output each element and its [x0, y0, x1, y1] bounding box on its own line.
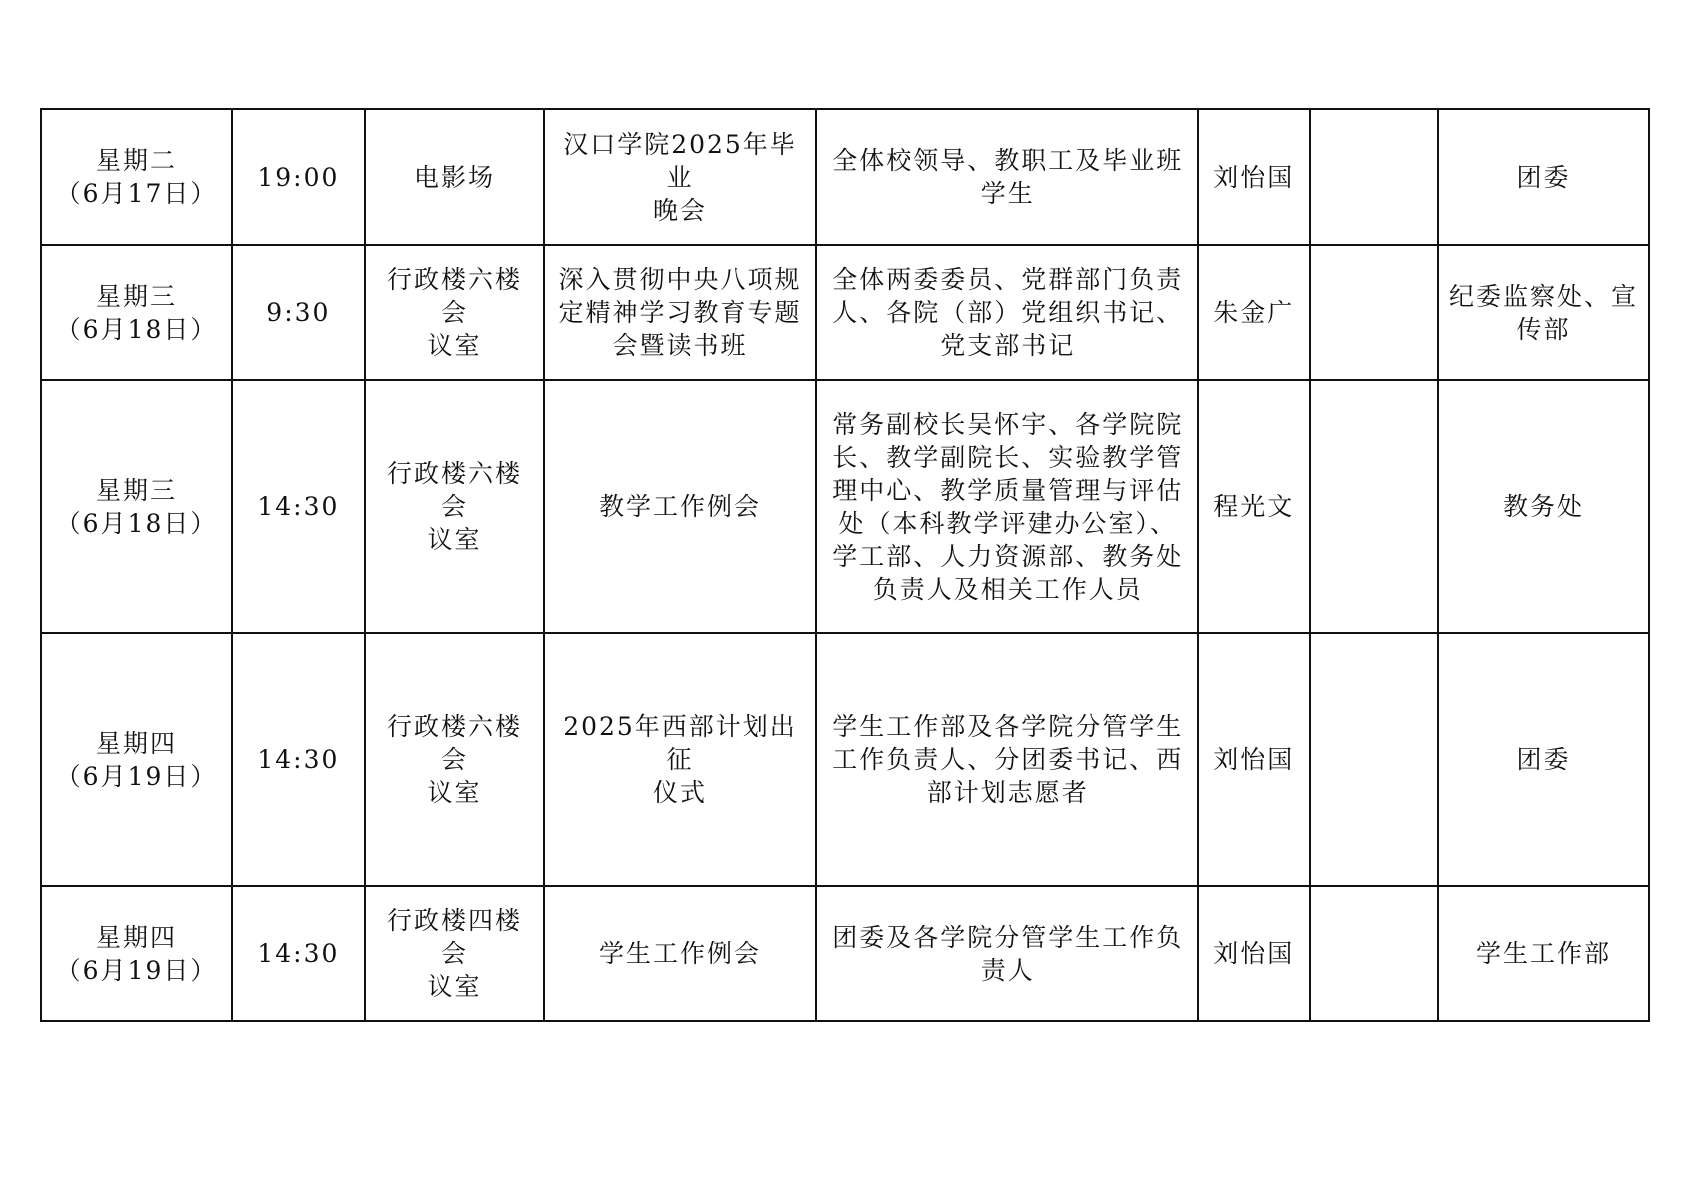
event-cell: 汉口学院2025年毕业 晚会	[544, 109, 815, 245]
event-cell: 教学工作例会	[544, 380, 815, 633]
organizer-cell: 团委	[1438, 633, 1649, 886]
blank-cell	[1310, 245, 1438, 380]
time-cell: 14:30	[232, 886, 365, 1021]
event-cell: 2025年西部计划出征 仪式	[544, 633, 815, 886]
table-row	[41, 245, 1649, 380]
blank-cell	[1310, 633, 1438, 886]
table-row	[41, 380, 1649, 633]
blank-cell	[1310, 380, 1438, 633]
attendees-cell: 团委及各学院分管学生工作负 责人	[816, 886, 1198, 1021]
organizer-cell: 团委	[1438, 109, 1649, 245]
time-cell: 9:30	[232, 245, 365, 380]
table-row	[41, 886, 1649, 1021]
table-row	[41, 109, 1649, 245]
attendees-cell: 全体校领导、教职工及毕业班 学生	[816, 109, 1198, 245]
organizer-cell: 学生工作部	[1438, 886, 1649, 1021]
location-cell: 电影场	[365, 109, 545, 245]
schedule-table	[40, 108, 1650, 1022]
time-cell: 14:30	[232, 380, 365, 633]
leader-cell: 刘怡国	[1198, 109, 1310, 245]
day-cell: 星期三 （6月18日）	[41, 245, 232, 380]
leader-cell: 刘怡国	[1198, 633, 1310, 886]
day-cell: 星期三 （6月18日）	[41, 380, 232, 633]
attendees-cell: 常务副校长吴怀宇、各学院院 长、教学副院长、实验教学管 理中心、教学质量管理与评估 处（本科教学评建办公室）、 学工部、人力资源部、教务处 负责人及相关工作人员	[816, 380, 1198, 633]
day-cell: 星期二 （6月17日）	[41, 109, 232, 245]
location-cell: 行政楼六楼会 议室	[365, 380, 545, 633]
location-cell: 行政楼六楼会 议室	[365, 633, 545, 886]
attendees-cell: 全体两委委员、党群部门负责 人、各院（部）党组织书记、 党支部书记	[816, 245, 1198, 380]
table-row	[41, 633, 1649, 886]
day-cell: 星期四 （6月19日）	[41, 633, 232, 886]
attendees-cell: 学生工作部及各学院分管学生 工作负责人、分团委书记、西 部计划志愿者	[816, 633, 1198, 886]
leader-cell: 程光文	[1198, 380, 1310, 633]
event-cell: 深入贯彻中央八项规 定精神学习教育专题 会暨读书班	[544, 245, 815, 380]
location-cell: 行政楼四楼会 议室	[365, 886, 545, 1021]
organizer-cell: 纪委监察处、宣 传部	[1438, 245, 1649, 380]
time-cell: 14:30	[232, 633, 365, 886]
day-cell: 星期四 （6月19日）	[41, 886, 232, 1021]
organizer-cell: 教务处	[1438, 380, 1649, 633]
leader-cell: 刘怡国	[1198, 886, 1310, 1021]
blank-cell	[1310, 886, 1438, 1021]
location-cell: 行政楼六楼会 议室	[365, 245, 545, 380]
time-cell: 19:00	[232, 109, 365, 245]
blank-cell	[1310, 109, 1438, 245]
event-cell: 学生工作例会	[544, 886, 815, 1021]
leader-cell: 朱金广	[1198, 245, 1310, 380]
